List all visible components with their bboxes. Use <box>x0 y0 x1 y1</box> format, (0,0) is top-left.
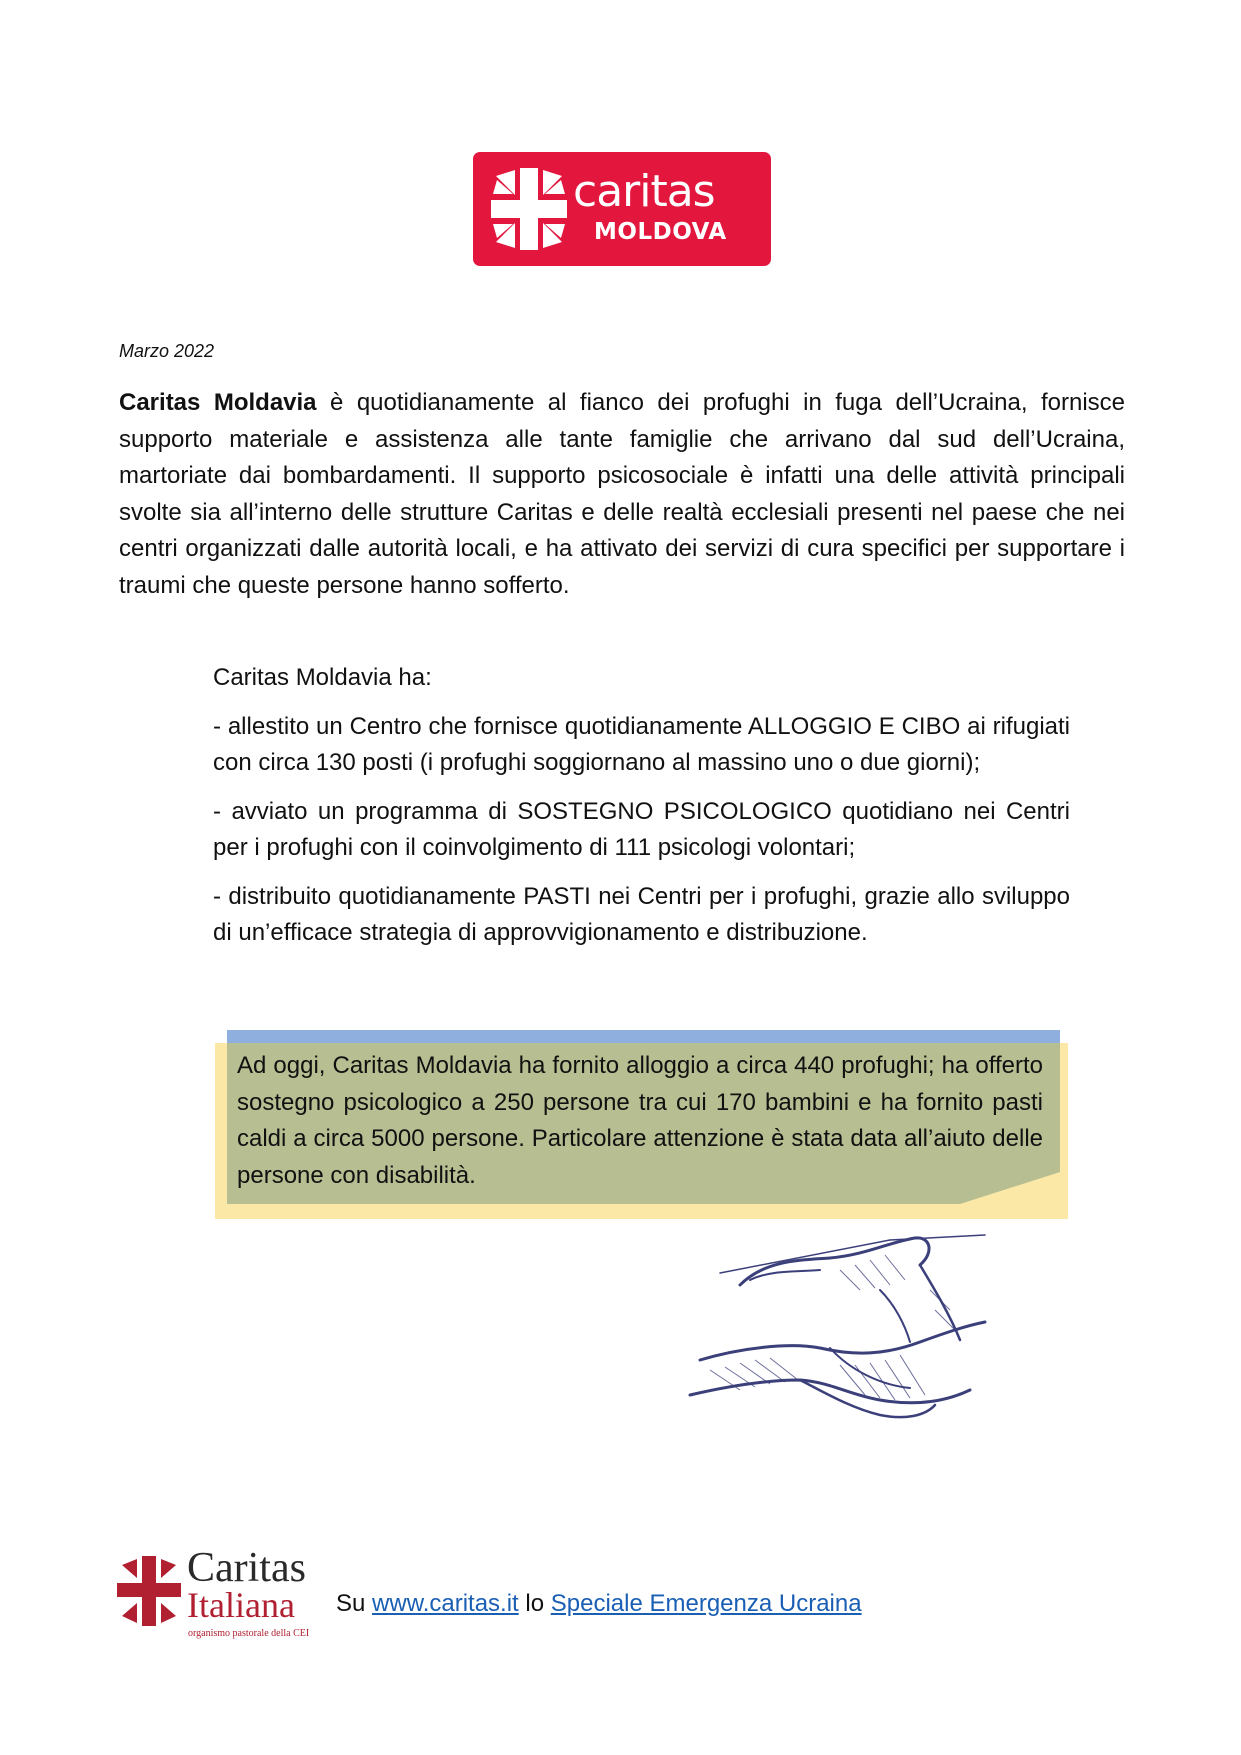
intro-paragraph <box>119 385 1125 604</box>
footer-line <box>336 1590 862 1618</box>
list-heading: Caritas Moldavia ha: <box>213 664 432 691</box>
activities-list <box>213 660 1070 964</box>
caritas-moldova-logo <box>473 152 771 266</box>
caritas-cross-icon <box>491 168 567 250</box>
footer-logo-subtitle: organismo pastorale della CEI <box>188 1628 310 1639</box>
intro-bold-lead: Caritas Moldavia <box>119 389 317 416</box>
caritas-italiana-logo <box>117 1545 310 1639</box>
handshake-icon <box>680 1230 1010 1430</box>
footer-logo-word1: Caritas <box>187 1545 306 1591</box>
list-item: - allestito un Centro che fornisce quotidianamente ALLOGGIO E CIBO ai rifugiati con circa 130 posti (i profughi soggiornano al massino uno o due giorni); <box>213 713 1070 776</box>
footer-prefix: Su <box>336 1590 373 1617</box>
speciale-emergenza-link[interactable]: Speciale Emergenza Ucraina <box>550 1590 862 1617</box>
intro-text: è quotidianamente al fianco dei profughi in fuga dell’Ucraina, fornisce supporto materiale e assistenza alle tante famiglie che arrivano dal sud dell’Ucraina, martoriate dai bombardamenti. Il supporto psicosociale è infatti una delle attività principali svolte sia all’interno delle strutture Caritas e delle realtà ecclesiali presenti nel paese che nei centri organizzati dalle autorità locali, e ha attivato dei servizi di cura specifici per supportare i traumi che queste persone hanno sofferto. <box>119 389 1126 599</box>
highlight-box-top-bar <box>227 1030 1060 1044</box>
document-date: Marzo 2022 <box>119 341 215 361</box>
handshake-illustration <box>680 1230 1010 1435</box>
caritas-italiana-cross-icon <box>117 1556 181 1626</box>
footer-middle: lo <box>518 1590 551 1617</box>
list-item: - avviato un programma di SOSTEGNO PSICOLOGICO quotidiano nei Centri per i profughi con il coinvolgimento di 111 psicologi volontari; <box>213 798 1070 861</box>
footer-logo-word2: Italiana <box>187 1585 295 1625</box>
highlight-box-text: Ad oggi, Caritas Moldavia ha fornito alloggio a circa 440 profughi; ha offerto sostegno psicologico a 250 persone tra cui 170 bambini e ha fornito pasti caldi a circa 5000 persone. Particolare attenzione è stata data all’aiuto delle persone con disabilità. <box>237 1052 1043 1189</box>
list-item: - distribuito quotidianamente PASTI nei Centri per i profughi, grazie allo sviluppo di un’efficace strategia di approvvigionamento e distribuzione. <box>213 883 1070 946</box>
caritas-website-link[interactable]: www.caritas.it <box>372 1590 519 1617</box>
logo-country: MOLDOVA <box>594 219 727 245</box>
logo-word: caritas <box>573 166 715 217</box>
